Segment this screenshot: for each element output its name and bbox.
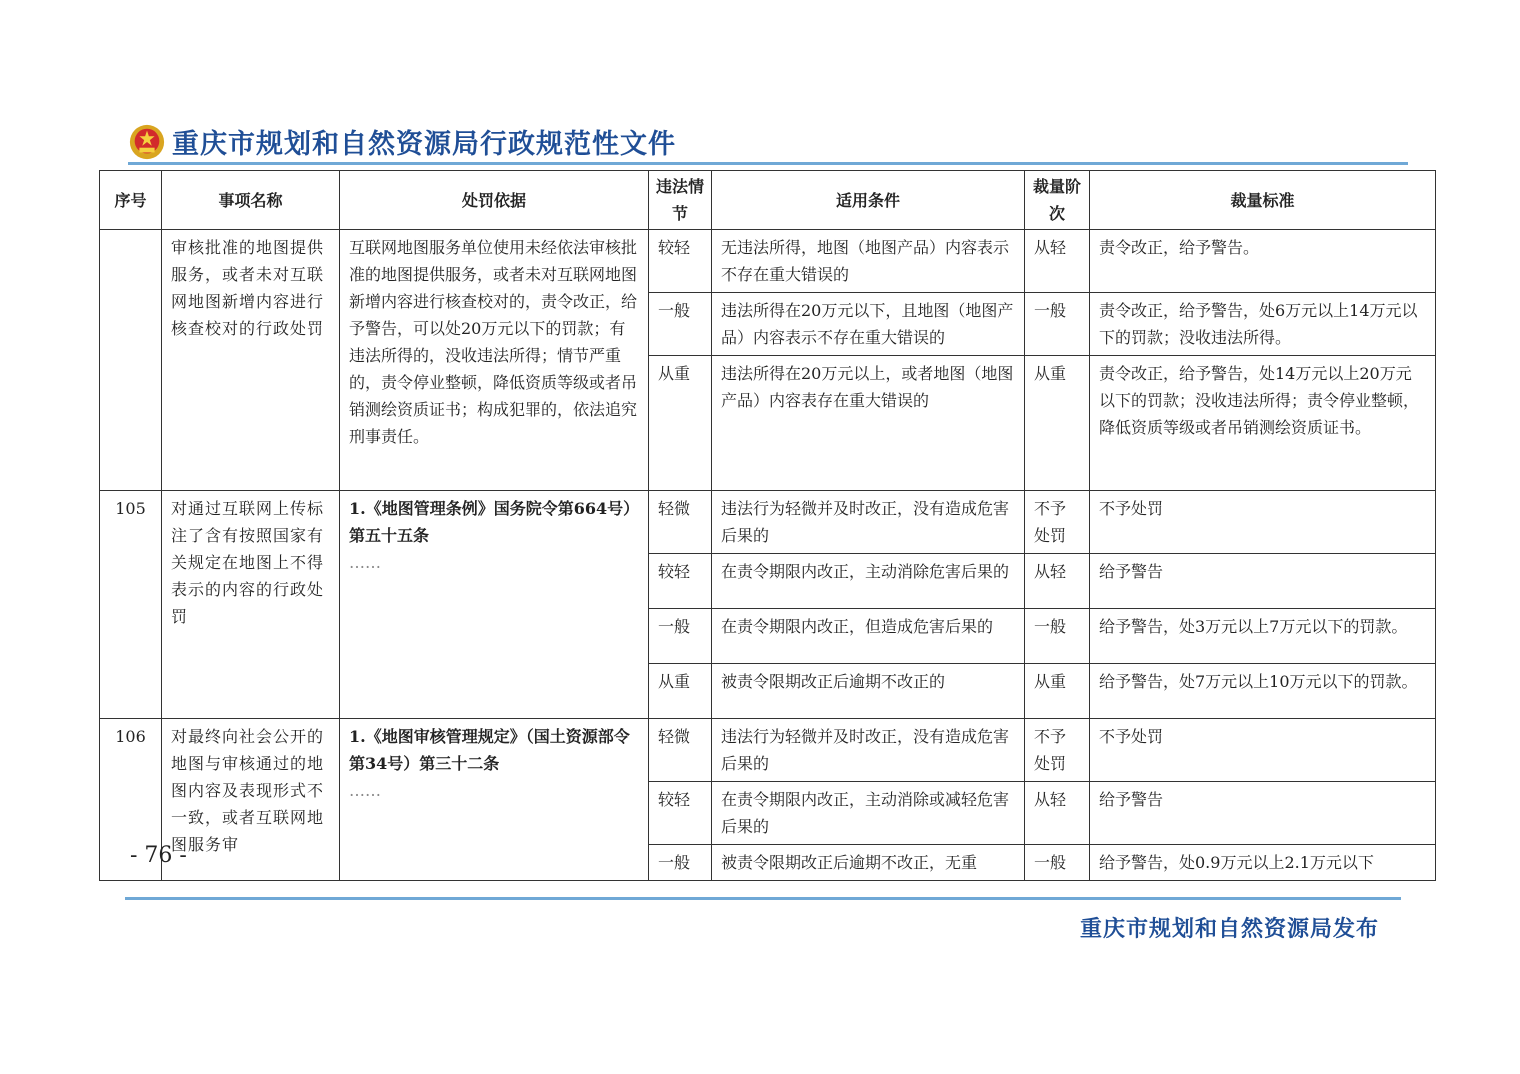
discretion-standard: 给予警告	[1090, 782, 1436, 845]
discretion-level: 从重	[1025, 356, 1090, 491]
row-no: 106	[100, 719, 162, 881]
discretion-standard: 责令改正，给予警告，处6万元以上14万元以下的罚款；没收违法所得。	[1090, 293, 1436, 356]
circumstance: 一般	[649, 845, 712, 881]
document-title: 重庆市规划和自然资源局行政规范性文件	[172, 129, 676, 160]
national-emblem-icon	[128, 123, 166, 161]
circumstance: 一般	[649, 293, 712, 356]
basis-lead: 1.《地图审核管理规定》（国土资源部令第34号）第三十二条	[349, 727, 630, 773]
discretion-level: 从轻	[1025, 554, 1090, 609]
discretion-level: 一般	[1025, 609, 1090, 664]
discretion-standard: 责令改正，给予警告，处14万元以上20万元以下的罚款；没收违法所得；责令停业整顿，降低资质等级或者吊销测绘资质证书。	[1090, 356, 1436, 491]
basis-lead: 1.《地图管理条例》国务院令第664号）第五十五条	[349, 499, 632, 545]
condition: 在责令期限内改正，主动消除或减轻危害后果的	[712, 782, 1025, 845]
item-name: 审核批准的地图提供服务，或者未对互联网地图新增内容进行核查校对的行政处罚	[162, 230, 340, 491]
circumstance: 较轻	[649, 554, 712, 609]
header-divider	[128, 162, 1408, 165]
penalty-basis: 互联网地图服务单位使用未经依法审核批准的地图提供服务，或者未对互联网地图新增内容进行核查校对的，责令改正，给予警告，可以处20万元以下的罚款；有违法所得的，没收违法所得；情节严重的，责令停业整顿，降低资质等级或者吊销测绘资质证书；构成犯罪的，依法追究刑事责任。	[340, 230, 649, 491]
item-name: 对通过互联网上传标注了含有按照国家有关规定在地图上不得表示的内容的行政处罚	[162, 491, 340, 719]
table-header-row	[100, 171, 1436, 230]
discretion-level: 不予处罚	[1025, 719, 1090, 782]
publisher-footer: 重庆市规划和自然资源局发布	[1079, 917, 1379, 942]
penalty-basis	[340, 719, 649, 881]
discretion-standard: 给予警告，处0.9万元以上2.1万元以下	[1090, 845, 1436, 881]
circumstance: 较轻	[649, 782, 712, 845]
circumstance: 轻微	[649, 719, 712, 782]
circumstance: 从重	[649, 664, 712, 719]
circumstance: 从重	[649, 356, 712, 491]
discretion-level: 不予处罚	[1025, 491, 1090, 554]
table-row	[100, 719, 1436, 782]
header-item-name: 事项名称	[162, 171, 340, 230]
condition: 违法行为轻微并及时改正，没有造成危害后果的	[712, 491, 1025, 554]
discretion-standard: 不予处罚	[1090, 719, 1436, 782]
discretion-level: 从重	[1025, 664, 1090, 719]
condition: 在责令期限内改正，主动消除危害后果的	[712, 554, 1025, 609]
discretion-level: 一般	[1025, 293, 1090, 356]
basis-continued: ……	[349, 781, 381, 800]
header-condition: 适用条件	[712, 171, 1025, 230]
discretion-level: 从轻	[1025, 782, 1090, 845]
condition: 被责令限期改正后逾期不改正的	[712, 664, 1025, 719]
document-header	[128, 122, 676, 161]
header-basis: 处罚依据	[340, 171, 649, 230]
circumstance: 一般	[649, 609, 712, 664]
condition: 在责令期限内改正，但造成危害后果的	[712, 609, 1025, 664]
header-standard: 裁量标准	[1090, 171, 1436, 230]
table-row	[100, 491, 1436, 554]
discretion-standard: 给予警告	[1090, 554, 1436, 609]
header-circumstance: 违法情节	[649, 171, 712, 230]
condition: 违法所得在20万元以下，且地图（地图产品）内容表示不存在重大错误的	[712, 293, 1025, 356]
row-no	[100, 230, 162, 491]
discretion-level: 一般	[1025, 845, 1090, 881]
condition: 被责令限期改正后逾期不改正，无重	[712, 845, 1025, 881]
footer-divider	[125, 897, 1401, 900]
penalty-discretion-table	[99, 170, 1436, 881]
circumstance: 较轻	[649, 230, 712, 293]
discretion-level: 从轻	[1025, 230, 1090, 293]
circumstance: 轻微	[649, 491, 712, 554]
discretion-standard: 不予处罚	[1090, 491, 1436, 554]
penalty-basis	[340, 491, 649, 719]
item-name: 对最终向社会公开的地图与审核通过的地图内容及表现形式不一致，或者互联网地图服务审	[162, 719, 340, 881]
header-no: 序号	[100, 171, 162, 230]
discretion-standard: 责令改正，给予警告。	[1090, 230, 1436, 293]
row-no: 105	[100, 491, 162, 719]
discretion-standard: 给予警告，处3万元以上7万元以下的罚款。	[1090, 609, 1436, 664]
header-level: 裁量阶次	[1025, 171, 1090, 230]
table-row	[100, 230, 1436, 293]
condition: 无违法所得，地图（地图产品）内容表示不存在重大错误的	[712, 230, 1025, 293]
discretion-standard: 给予警告，处7万元以上10万元以下的罚款。	[1090, 664, 1436, 719]
basis-continued: ……	[349, 553, 381, 572]
condition: 违法所得在20万元以上，或者地图（地图产品）内容表存在重大错误的	[712, 356, 1025, 491]
condition: 违法行为轻微并及时改正，没有造成危害后果的	[712, 719, 1025, 782]
page-number: - 76 -	[130, 843, 187, 868]
